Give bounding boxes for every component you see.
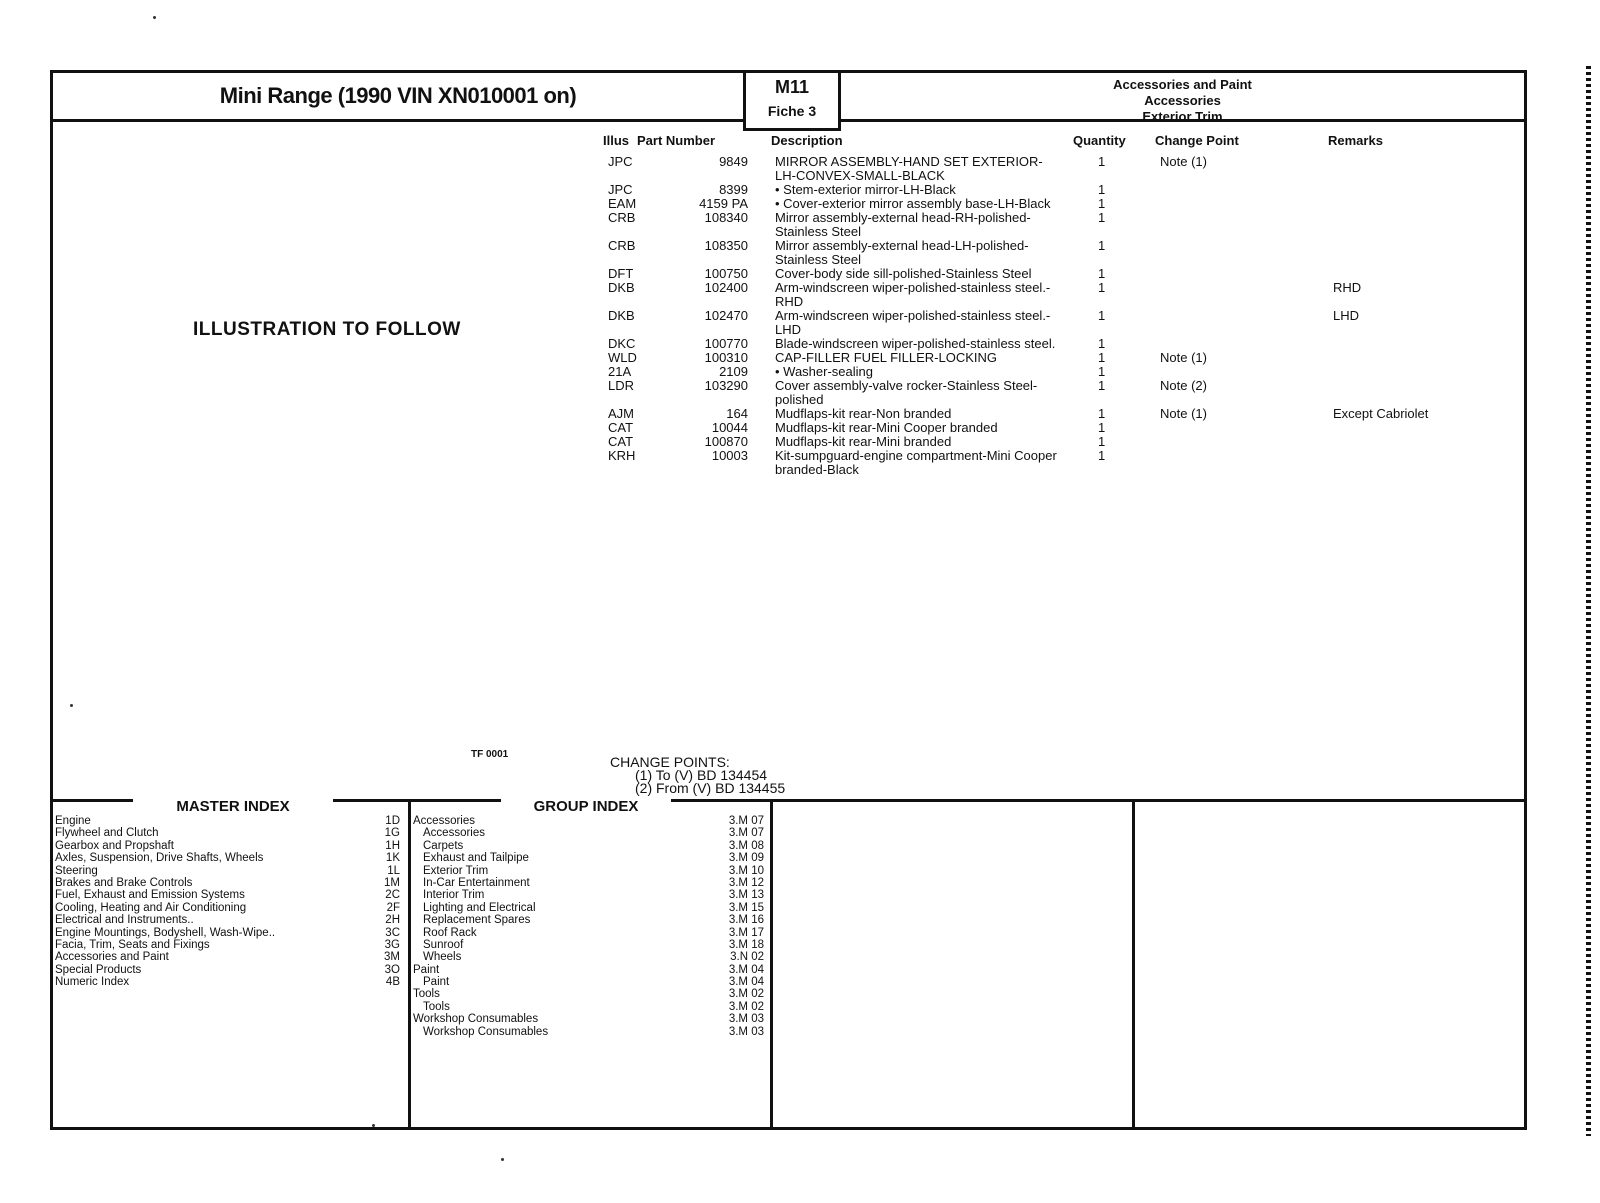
part-description: LHD	[775, 323, 802, 337]
part-quantity: 1	[1098, 182, 1106, 197]
part-remarks: LHD	[1333, 308, 1360, 323]
part-row	[608, 463, 1508, 477]
group-index-ref: 3.M 09	[728, 852, 764, 865]
group-index-item	[413, 951, 768, 963]
part-description: Mudflaps-kit rear-Mini branded	[775, 435, 952, 449]
change-points-title: CHANGE POINTS:	[610, 754, 730, 770]
group-index-item	[413, 927, 768, 939]
tf-code: TF 0001	[471, 749, 509, 760]
group-index-ref: 3.M 08	[728, 839, 764, 852]
group-index-item	[413, 1001, 768, 1013]
group-index-ref: 3.M 02	[728, 988, 764, 1001]
col-remarks: Remarks	[1328, 133, 1383, 148]
group-index-ref: 3.M 04	[728, 963, 764, 976]
part-number: 10044	[711, 420, 748, 435]
group-index-item	[413, 964, 768, 976]
master-index-title: MASTER INDEX	[133, 798, 333, 815]
change-point-line: (2) From (V) BD 134455	[635, 780, 786, 796]
master-index-ref: 1D	[385, 815, 400, 827]
master-index-label: Steering	[55, 864, 98, 877]
part-row	[608, 309, 1508, 323]
fiche-number: Fiche 3	[767, 103, 817, 119]
group-index-item	[413, 852, 768, 864]
part-quantity: 1	[1098, 266, 1106, 281]
part-quantity: 1	[1098, 420, 1106, 435]
master-index-ref: 2C	[385, 889, 400, 902]
part-description: branded-Black	[775, 463, 859, 477]
part-row	[608, 239, 1508, 253]
part-row	[608, 435, 1508, 449]
part-quantity: 1	[1098, 448, 1106, 463]
master-index-item	[55, 951, 406, 963]
part-prefix: DKB	[608, 308, 635, 323]
part-number: 10003	[711, 448, 748, 463]
section-line: Accessories	[1144, 93, 1221, 108]
group-index-label: Wheels	[423, 951, 462, 964]
group-index-label: Interior Trim	[423, 889, 485, 902]
group-index-title: GROUP INDEX	[501, 798, 671, 815]
group-index-ref: 3.M 12	[728, 876, 764, 889]
part-row	[608, 197, 1508, 211]
master-index-ref: 1M	[384, 876, 400, 889]
master-index-label: Accessories and Paint	[55, 951, 169, 964]
master-index-item	[55, 815, 406, 827]
master-index-ref: 2H	[385, 914, 400, 927]
group-index-label: Paint	[423, 976, 450, 989]
page-title: Mini Range (1990 VIN XN010001 on)	[219, 83, 577, 108]
group-index	[411, 798, 773, 1127]
scan-speck	[372, 1124, 375, 1127]
master-index-ref: 1K	[385, 852, 400, 865]
master-index-item	[55, 889, 406, 901]
part-row	[608, 365, 1508, 379]
blank-index-panel	[1135, 802, 1524, 1127]
part-row	[608, 211, 1508, 225]
section-line: Accessories and Paint	[1113, 77, 1252, 92]
part-prefix: KRH	[608, 448, 636, 463]
part-row	[608, 155, 1508, 169]
part-quantity: 1	[1098, 434, 1106, 449]
master-index-label: Gearbox and Propshaft	[55, 839, 174, 852]
part-prefix: CRB	[608, 238, 636, 253]
master-index-label: Axles, Suspension, Drive Shafts, Wheels	[55, 852, 264, 865]
part-quantity: 1	[1098, 406, 1106, 421]
part-description: Blade-windscreen wiper-polished-stainless steel.	[775, 337, 1056, 351]
part-quantity: 1	[1098, 350, 1106, 365]
master-index-ref: 3G	[384, 938, 400, 951]
part-number: 164	[726, 406, 748, 421]
master-index-label: Electrical and Instruments..	[55, 914, 194, 927]
part-row	[608, 183, 1508, 197]
part-row	[608, 225, 1508, 239]
index-panel	[53, 799, 1524, 1127]
master-index-item	[55, 827, 406, 839]
group-index-label: Lighting and Electrical	[423, 901, 536, 914]
part-description: • Cover-exterior mirror assembly base-LH-Black	[775, 197, 1051, 211]
part-number: 9849	[719, 154, 748, 169]
part-row	[608, 295, 1508, 309]
part-quantity: 1	[1098, 238, 1106, 253]
group-index-label: Carpets	[423, 839, 464, 852]
master-index-ref: 3O	[384, 963, 400, 976]
group-index-ref: 3.M 07	[728, 827, 764, 840]
group-index-label: Workshop Consumables	[413, 1013, 539, 1026]
part-row	[608, 351, 1508, 365]
master-index-label: Brakes and Brake Controls	[55, 876, 193, 889]
part-description: Stainless Steel	[775, 225, 861, 239]
group-index-item	[413, 1013, 768, 1025]
group-index-item	[413, 889, 768, 901]
part-row	[608, 281, 1508, 295]
group-index-label: Workshop Consumables	[423, 1025, 549, 1038]
part-prefix: DFT	[608, 266, 634, 281]
master-index-item	[55, 927, 406, 939]
fiche-frame	[50, 70, 1527, 1130]
group-index-item	[413, 815, 768, 827]
master-index-label: Fuel, Exhaust and Emission Systems	[55, 889, 245, 902]
master-index-item	[55, 914, 406, 926]
master-index-ref: 2F	[386, 901, 400, 914]
part-description: Cover-body side sill-polished-Stainless Steel	[775, 267, 1032, 281]
col-description: Description	[771, 133, 843, 148]
part-description: Mirror assembly-external head-RH-polished-	[775, 211, 1031, 225]
part-row	[608, 253, 1508, 267]
part-description: • Stem-exterior mirror-LH-Black	[775, 183, 956, 197]
group-index-item	[413, 976, 768, 988]
group-index-ref: 3.M 04	[728, 976, 764, 989]
master-index-item	[55, 964, 406, 976]
master-index-label: Engine	[55, 815, 91, 827]
col-quantity: Quantity	[1073, 133, 1126, 148]
part-number: 102400	[704, 280, 748, 295]
group-index-item	[413, 877, 768, 889]
part-description: CAP-FILLER FUEL FILLER-LOCKING	[775, 351, 998, 365]
part-description: Kit-sumpguard-engine compartment-Mini Cooper	[775, 449, 1057, 463]
master-index-ref: 1G	[384, 827, 400, 840]
part-number: 4159 PA	[699, 196, 748, 211]
part-quantity: 1	[1098, 210, 1106, 225]
group-index-label: Accessories	[413, 815, 475, 827]
group-index-item	[413, 914, 768, 926]
group-index-item	[413, 865, 768, 877]
part-prefix: CAT	[608, 420, 634, 435]
part-prefix: DKB	[608, 280, 635, 295]
part-row	[608, 421, 1508, 435]
group-index-ref: 3.M 02	[728, 1000, 764, 1013]
section-line: Exterior Trim	[1142, 109, 1223, 124]
part-row	[608, 407, 1508, 421]
master-index-ref: 3C	[385, 926, 400, 939]
master-index-item	[55, 902, 406, 914]
part-quantity: 1	[1098, 336, 1106, 351]
master-index-label: Numeric Index	[55, 976, 130, 989]
master-index-ref: 3M	[384, 951, 400, 964]
part-quantity: 1	[1098, 364, 1106, 379]
master-index-label: Engine Mountings, Bodyshell, Wash-Wipe..	[55, 926, 276, 939]
master-index-ref: 1L	[387, 864, 400, 877]
master-index-label: Flywheel and Clutch	[55, 827, 159, 840]
part-quantity: 1	[1098, 280, 1106, 295]
scan-speck	[153, 16, 156, 19]
part-description: Mirror assembly-external head-LH-polished-	[775, 239, 1029, 253]
master-index-item	[55, 852, 406, 864]
part-description: Mudflaps-kit rear-Non branded	[775, 407, 952, 421]
part-number: 103290	[704, 378, 748, 393]
group-index-item	[413, 902, 768, 914]
group-index-ref: 3.N 02	[730, 951, 764, 964]
part-description: polished	[775, 393, 824, 407]
part-description: Stainless Steel	[775, 253, 861, 267]
group-index-ref: 3.M 13	[728, 889, 764, 902]
master-index-item	[55, 939, 406, 951]
group-index-label: Tools	[423, 1000, 450, 1013]
section-heading	[841, 73, 1524, 124]
group-index-list	[411, 815, 770, 1038]
part-number: 100750	[704, 266, 748, 281]
part-quantity: 1	[1098, 378, 1106, 393]
group-index-label: Roof Rack	[423, 926, 477, 939]
group-index-label: In-Car Entertainment	[423, 876, 530, 889]
part-row	[608, 323, 1508, 337]
group-index-label: Accessories	[423, 827, 485, 840]
group-index-item	[413, 939, 768, 951]
fiche-code-box	[743, 73, 841, 131]
master-index-item	[55, 840, 406, 852]
part-quantity: 1	[1098, 196, 1106, 211]
master-index-ref: 1H	[385, 839, 400, 852]
group-index-item	[413, 1026, 768, 1038]
change-points	[610, 756, 785, 795]
part-description: Arm-windscreen wiper-polished-stainless steel.-	[775, 309, 1051, 323]
part-row	[608, 379, 1508, 393]
part-description: Arm-windscreen wiper-polished-stainless steel.-	[775, 281, 1051, 295]
group-index-item	[413, 988, 768, 1000]
part-number: 108340	[704, 210, 748, 225]
master-index-label: Cooling, Heating and Air Conditioning	[55, 901, 247, 914]
group-index-label: Exterior Trim	[423, 864, 489, 877]
part-number: 102470	[704, 308, 748, 323]
col-change-point: Change Point	[1155, 133, 1239, 148]
part-number: 2109	[719, 364, 748, 379]
part-prefix: EAM	[608, 196, 637, 211]
part-prefix: CAT	[608, 434, 634, 449]
part-change-point: Note (1)	[1160, 407, 1207, 421]
part-change-point: Note (2)	[1160, 379, 1207, 393]
group-index-label: Sunroof	[423, 938, 464, 951]
part-prefix: CRB	[608, 210, 636, 225]
part-prefix: JPC	[608, 154, 633, 169]
part-quantity: 1	[1098, 154, 1106, 169]
group-index-ref: 3.M 03	[728, 1013, 764, 1026]
master-index-item	[55, 865, 406, 877]
part-prefix: AJM	[608, 406, 634, 421]
group-index-ref: 3.M 03	[728, 1025, 764, 1038]
part-description: MIRROR ASSEMBLY-HAND SET EXTERIOR-	[775, 155, 1043, 169]
master-index-item	[55, 877, 406, 889]
master-index-item	[55, 976, 406, 988]
group-index-ref: 3.M 15	[728, 901, 764, 914]
part-description: LH-CONVEX-SMALL-BLACK	[775, 169, 945, 183]
group-index-ref: 3.M 07	[728, 815, 764, 827]
part-remarks: Except Cabriolet	[1333, 406, 1429, 421]
part-quantity: 1	[1098, 308, 1106, 323]
part-row	[608, 267, 1508, 281]
master-index-label: Facia, Trim, Seats and Fixings	[55, 938, 210, 951]
group-index-item	[413, 840, 768, 852]
group-index-ref: 3.M 17	[728, 926, 764, 939]
group-index-ref: 3.M 10	[728, 864, 764, 877]
blank-index-panel	[773, 802, 1135, 1127]
part-number: 100770	[704, 336, 748, 351]
part-change-point: Note (1)	[1160, 155, 1207, 169]
part-description: RHD	[775, 295, 804, 309]
part-number: 100310	[704, 350, 748, 365]
group-index-ref: 3.M 16	[728, 914, 764, 927]
part-prefix: 21A	[608, 364, 632, 379]
part-prefix: WLD	[608, 350, 637, 365]
part-number: 100870	[704, 434, 748, 449]
col-part-number: Part Number	[637, 133, 716, 148]
col-illus: Illus	[603, 133, 630, 148]
part-remarks: RHD	[1333, 280, 1362, 295]
film-edge	[1586, 66, 1591, 1136]
master-index-label: Special Products	[55, 963, 142, 976]
part-prefix: JPC	[608, 182, 633, 197]
part-row	[608, 393, 1508, 407]
part-row	[608, 337, 1508, 351]
part-number: 108350	[704, 238, 748, 253]
part-row	[608, 449, 1508, 463]
change-point-line: (1) To (V) BD 134454	[635, 767, 768, 783]
group-index-item	[413, 827, 768, 839]
part-prefix: LDR	[608, 378, 635, 393]
master-index-list	[53, 815, 408, 988]
part-description: Cover assembly-valve rocker-Stainless Steel-	[775, 379, 1038, 393]
group-index-label: Replacement Spares	[423, 914, 531, 927]
master-index	[53, 798, 411, 1127]
part-change-point: Note (1)	[1160, 351, 1207, 365]
master-index-ref: 4B	[385, 976, 400, 989]
group-index-label: Exhaust and Tailpipe	[423, 852, 529, 865]
scan-speck	[70, 704, 73, 707]
part-prefix: DKC	[608, 336, 636, 351]
group-index-label: Paint	[413, 963, 440, 976]
group-index-ref: 3.M 18	[728, 938, 764, 951]
group-index-label: Tools	[413, 988, 440, 1001]
part-description: • Washer-sealing	[775, 365, 873, 379]
part-description: Mudflaps-kit rear-Mini Cooper branded	[775, 421, 998, 435]
part-row	[608, 169, 1508, 183]
header-bar	[53, 73, 1524, 122]
scan-speck	[501, 1158, 504, 1161]
illustration-placeholder: ILLUSTRATION TO FOLLOW	[193, 319, 461, 340]
parts-list	[608, 155, 1508, 477]
section-code: M11	[774, 77, 810, 97]
part-number: 8399	[719, 182, 748, 197]
